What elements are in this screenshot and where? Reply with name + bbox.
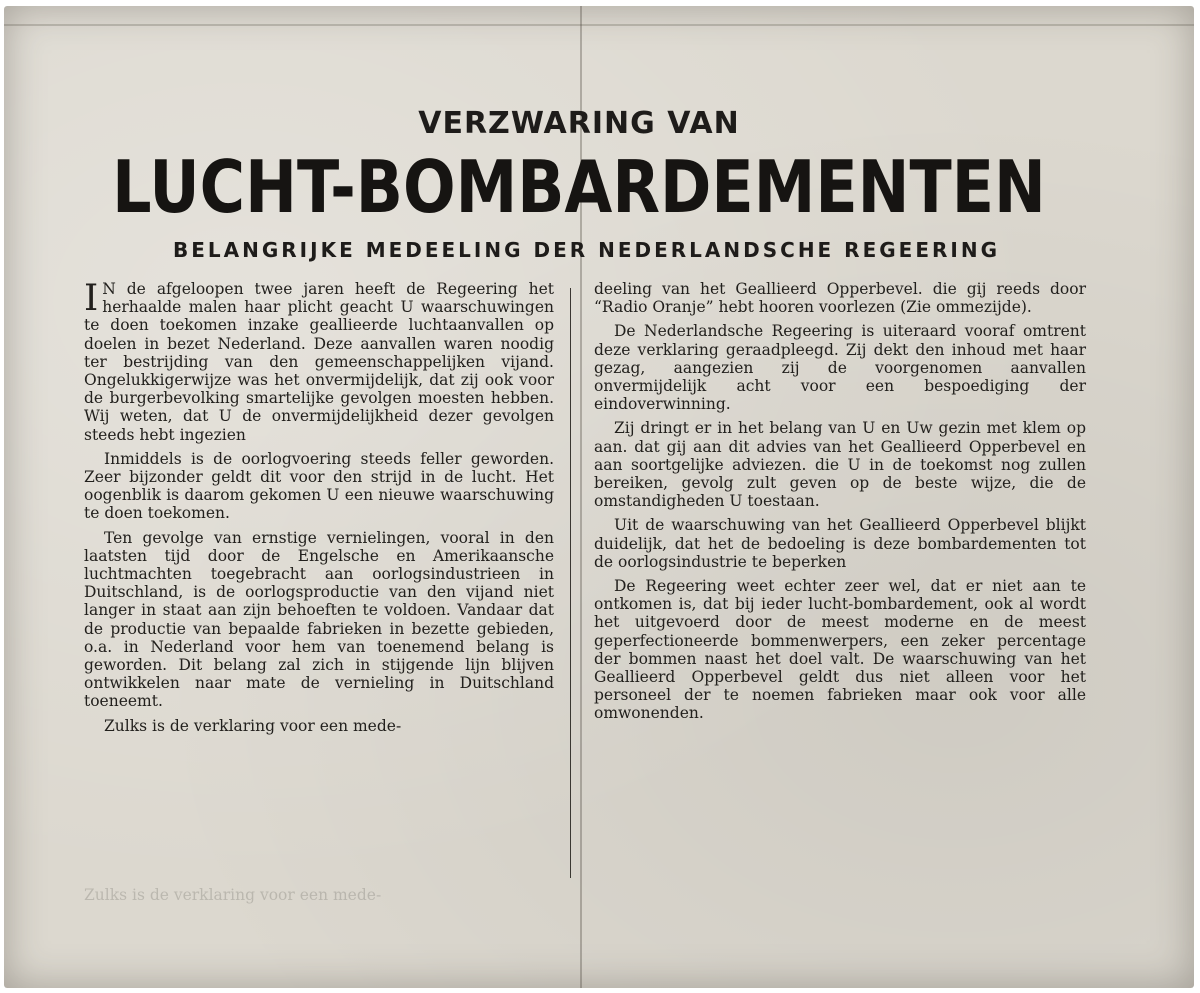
right-paragraph-3: Zij dringt er in het belang van U en Uw gezin met klem op aan. dat gij aan dit advies van het Geallieerd Opperbevel en aan soortgelijke adviezen. die U in de toekomst nog zullen bereiken, gevolg zult geven op de beste wijze, die de omstandigheden U toestaan. <box>594 419 1086 511</box>
headline-subtitle: BELANGRIJKE MEDEELING DER NEDERLANDSCHE REGEERING <box>173 238 1000 262</box>
left-paragraph-4: Zulks is de verklaring voor een mede- <box>104 716 402 735</box>
left-paragraph-2: Inmiddels is de oorlogvoering steeds feller geworden. Zeer bijzonder geldt dit voor den strijd in de lucht. Het oogenblik is daarom gekomen U een nieuwe waarschuwing te doen toekomen. <box>84 449 554 523</box>
left-paragraph-3: Ten gevolge van ernstige vernielingen, vooral in den laatsten tijd door de Engelsche en Amerikaansche luchtmachten toegebracht aan oorlogsindustrieen in Duitschland, is de oorlogsproductie van den vijand niet langer in staat aan zijn behoeften te voldoen. Vandaar dat de productie van bepaalde fabrieken in bezette gebieden, o.a. in Nederland voor hem van toenemend belang is geworden. Dit belang zal zich in stijgende lijn blijven ontwikkelen naar mate de vernieling in Duitschland toeneemt. <box>84 528 554 711</box>
left-paragraph-1-text: N de afgeloopen twee jaren heeft de Regeering het herhaalde malen haar plicht geacht U waarschuwingen te doen toekomen inzake geallieerde luchtaanvallen op doelen in bezet Nederland. Deze aanvallen waren noodig ter bestrijding van den gemeenschappelijken vijand. Ongelukkigerwijze was het onvermijdelijk, dat zij ook voor de burgerbevolking smartelijke gevolgen moesten hebben. Wij weten, dat U de onvermijdelijkheid dezer gevolgen steeds hebt ingezien <box>84 280 554 444</box>
left-column <box>84 280 554 741</box>
column-rule <box>570 288 571 878</box>
leaflet-sheet <box>4 6 1194 988</box>
right-paragraph-5: De Regeering weet echter zeer wel, dat er niet aan te ontkomen is, dat bij ieder lucht-bombardement, ook al wordt het uitgevoerd door de meest moderne en de meest geperfectioneerde bommenwerpers, een zeker percentage der bommen naast het doel valt. De waarschuwing van het Geallieerd Opperbevel geldt dus niet alleen voor het personeel der te noemen fabrieken maar ook voor alle omwonenden. <box>594 577 1086 723</box>
headline-main: LUCHT-BOMBARDEMENTEN <box>112 145 1046 229</box>
right-paragraph-2: De Nederlandsche Regeering is uiteraard vooraf omtrent deze verklaring geraadpleegd. Zij dekt den inhoud met haar gezag, aangezien zij de voorgenomen aanvallen onvermijdelijk acht voor een bespoediging der eindoverwinning. <box>594 322 1086 414</box>
right-column <box>594 280 1086 729</box>
bleed-through-text: Zulks is de verklaring voor een mede- <box>84 886 382 904</box>
right-paragraph-1: deeling van het Geallieerd Opperbevel. die gij reeds door “Radio Oranje” hebt hooren voorlezen (Zie ommezijde). <box>594 280 1086 317</box>
drop-cap: I <box>84 278 99 319</box>
horizontal-fold-crease <box>4 24 1194 26</box>
right-paragraph-4: Uit de waarschuwing van het Geallieerd Opperbevel blijkt duidelijk, dat het de bedoeling is deze bombardementen tot de oorlogsindustrie te beperken <box>594 516 1086 571</box>
left-paragraph-1 <box>84 280 554 444</box>
headline-top: VERZWARING VAN <box>418 106 740 141</box>
